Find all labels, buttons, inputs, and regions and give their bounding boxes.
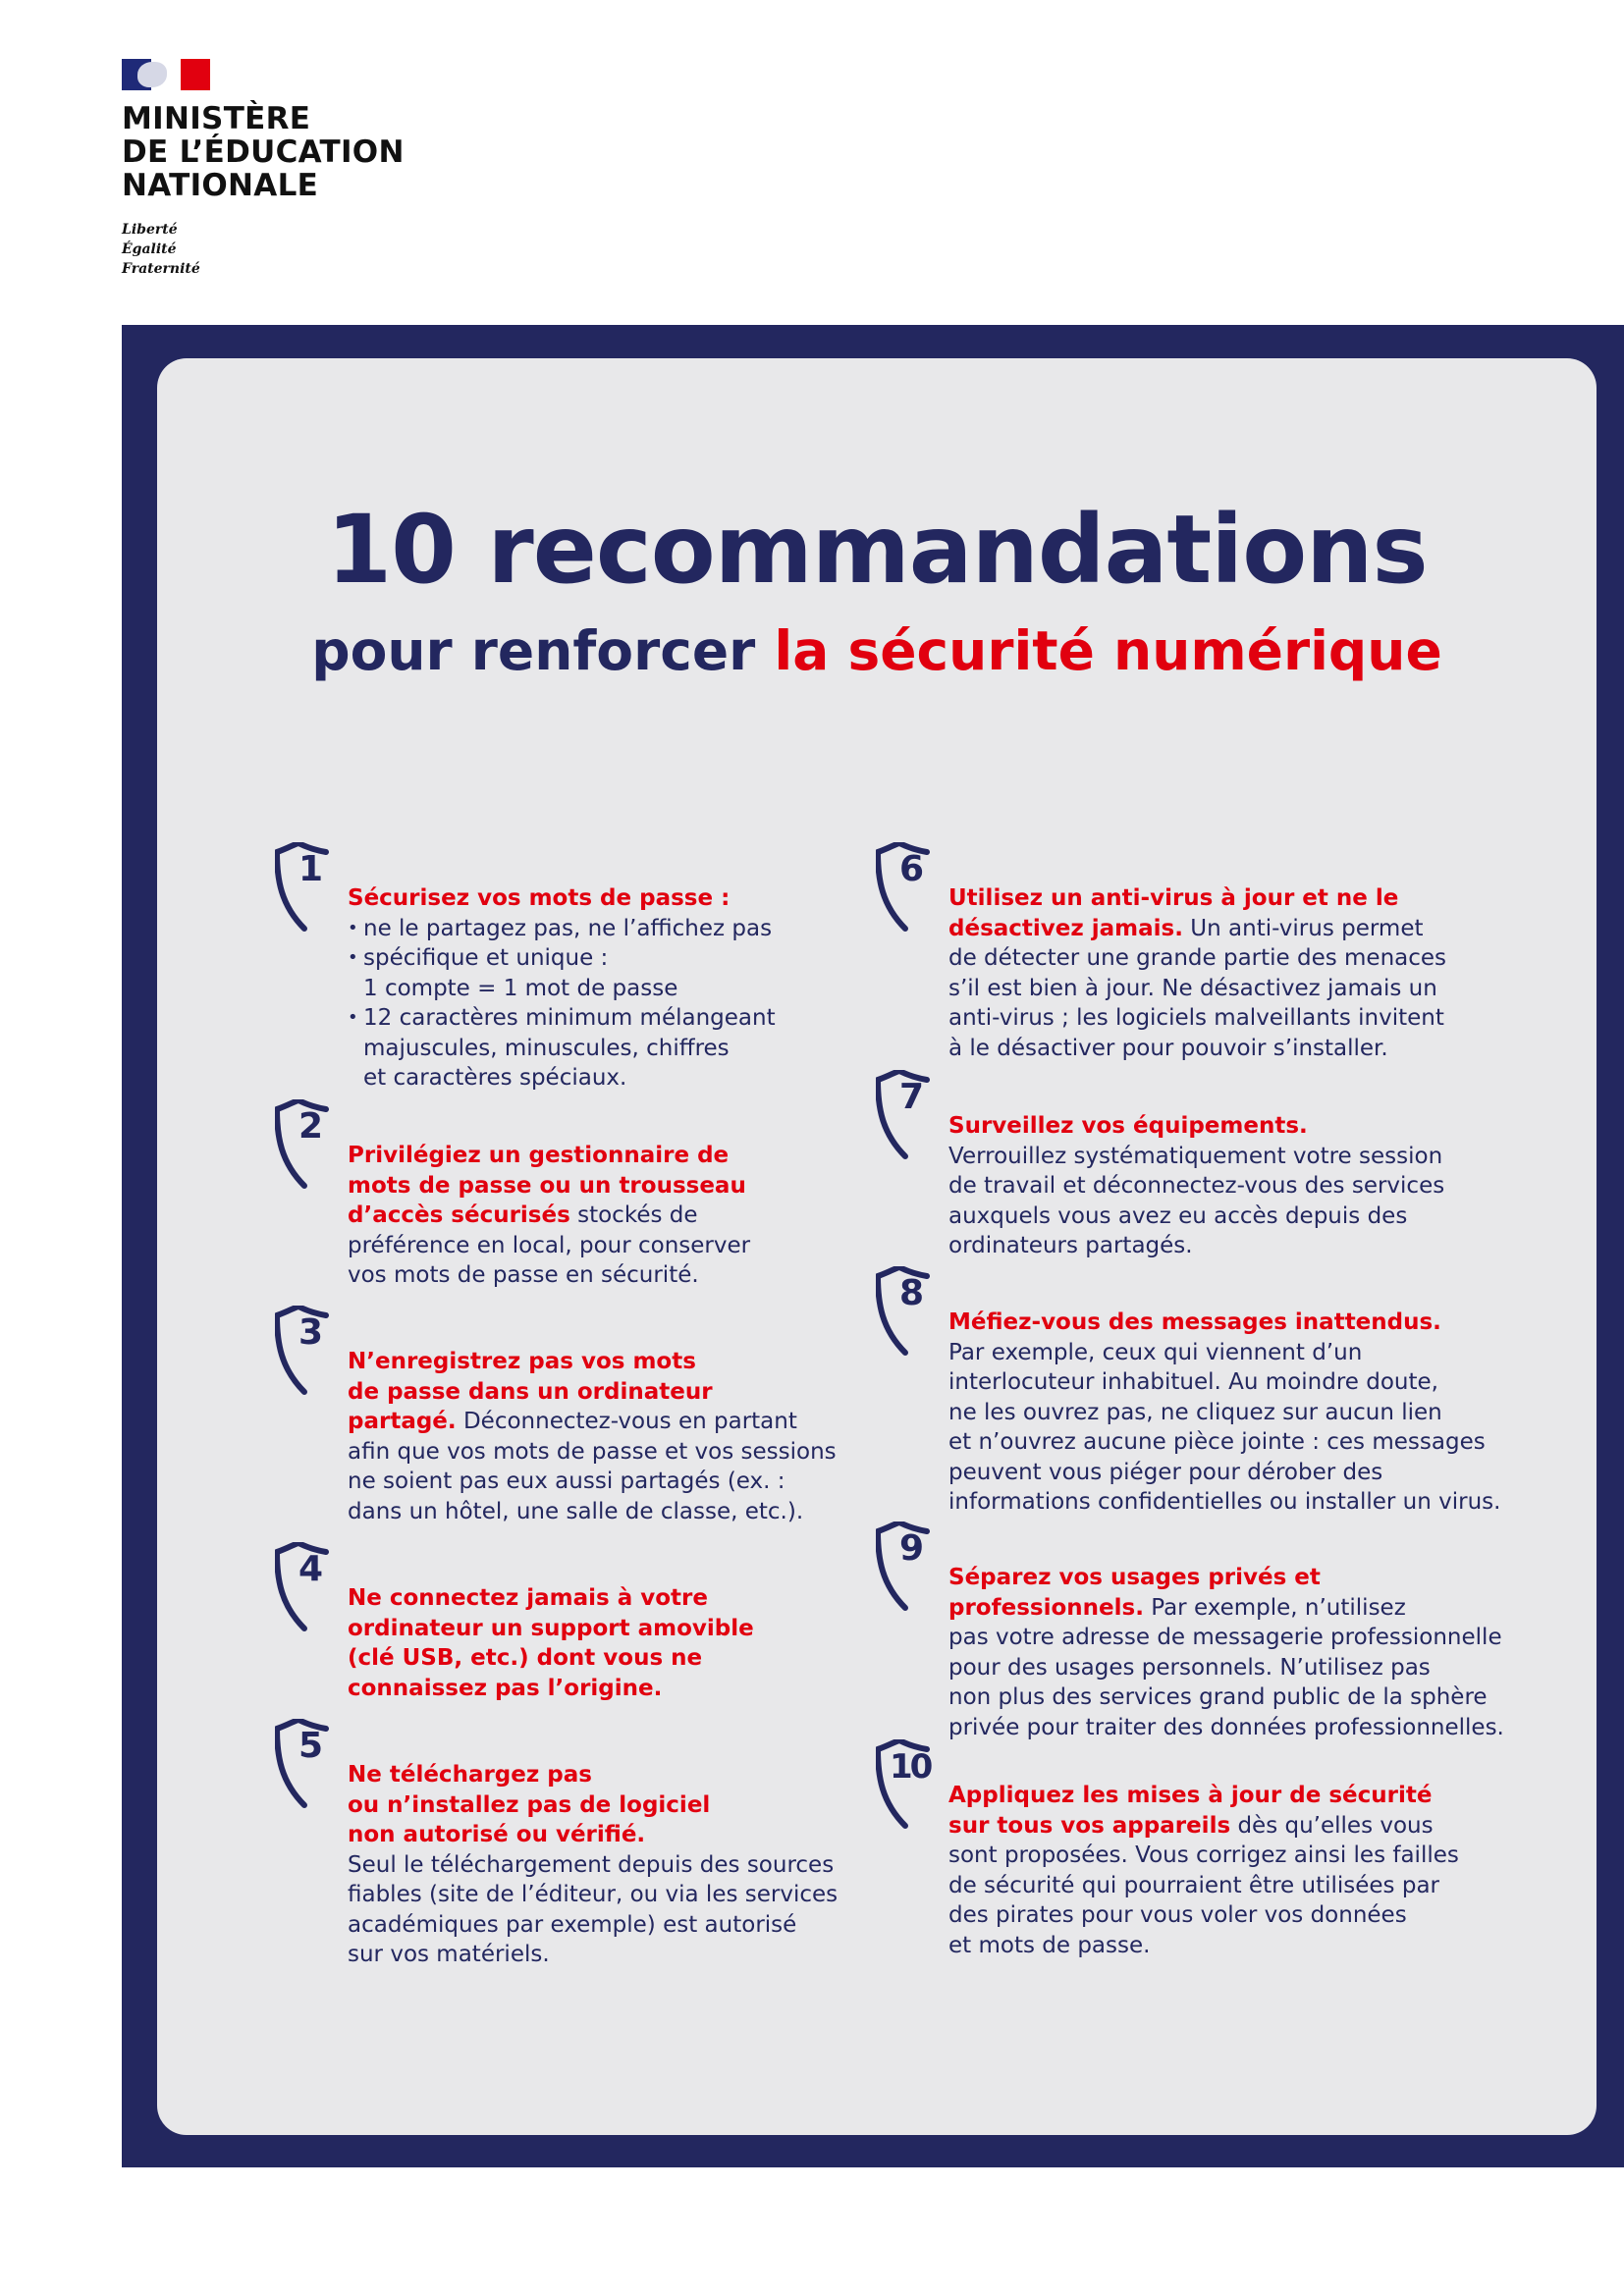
page-title: 10 recommandations <box>326 495 1428 605</box>
ministry-name <box>122 102 405 202</box>
recommendation-text <box>348 1760 858 1970</box>
ministry-line: DE L’ÉDUCATION <box>122 134 405 170</box>
motto-line: Égalité <box>122 241 177 257</box>
ministry-line: MINISTÈRE <box>122 101 311 136</box>
recommendation-item <box>899 1077 1459 1261</box>
recommendation-heading: N’enregistrez pas vos mots de passe dans un ordinateur partagé. <box>348 1349 713 1434</box>
recommendation-text <box>348 1141 858 1291</box>
recommendation-text <box>348 1347 858 1526</box>
recommendation-number: 10 <box>890 1747 931 1787</box>
recommendation-item <box>298 1726 858 1970</box>
recommendation-heading: Appliquez les mises à jour de sécurité sur tous vos appareils <box>948 1783 1433 1839</box>
recommendation-number: 7 <box>899 1077 925 1117</box>
recommendation-heading: Privilégiez un gestionnaire de mots de passe ou un trousseau d’accès sécurisés <box>348 1143 746 1228</box>
recommendation-item <box>298 849 858 1094</box>
recommendation-number: 8 <box>899 1273 925 1313</box>
recommendation-text <box>948 883 1459 1063</box>
recommendation-text <box>348 1583 858 1703</box>
subtitle-emphasis: la sécurité numérique <box>774 619 1442 682</box>
recommendation-heading: Ne téléchargez pas ou n’installez pas de logiciel non autorisé ou vérifié. <box>348 1762 711 1847</box>
recommendation-item <box>899 1528 1538 1742</box>
recommendation-text <box>948 1563 1538 1742</box>
recommendation-body: dès qu’elles vous sont proposées. Vous corrigez ainsi les failles de sécurité qui pourraient être utilisées par des pirates pour vous voler vos données et mots de passe. <box>948 1812 1459 1958</box>
recommendation-heading: Utilisez un anti-virus à jour et ne le désactivez jamais. <box>948 885 1399 941</box>
republic-motto <box>122 220 405 279</box>
motto-line: Fraternité <box>122 261 200 277</box>
marianne-flag-icon <box>122 59 210 90</box>
recommendation-body: stockés de préférence en local, pour conserver vos mots de passe en sécurité. <box>348 1202 751 1288</box>
recommendation-body: Déconnectez-vous en partant afin que vos mots de passe et vos sessions ne soient pas eux aussi partagés (ex. : dans un hôtel, une salle de classe, etc.). <box>348 1409 837 1524</box>
recommendation-item <box>899 849 1459 1063</box>
recommendation-item <box>298 1549 858 1703</box>
recommendation-text <box>348 883 858 914</box>
recommendation-heading: Sécurisez vos mots de passe : <box>348 885 731 911</box>
recommendation-heading: Méfiez-vous des messages inattendus. <box>948 1309 1441 1335</box>
recommendation-item <box>890 1747 1459 1960</box>
ministry-line: NATIONALE <box>122 168 319 203</box>
recommendation-number: 9 <box>899 1528 925 1569</box>
recommendation-text <box>948 1111 1459 1261</box>
recommendation-number: 5 <box>298 1726 324 1766</box>
bullet-list <box>348 914 858 1094</box>
recommendation-text <box>948 1308 1538 1518</box>
recommendation-body: Seul le téléchargement depuis des sources fiables (site de l’éditeur, ou via les services académiques par exemple) est autorisé sur vos matériels. <box>348 1851 839 1967</box>
recommendation-item <box>298 1312 858 1526</box>
recommendation-heading: Surveillez vos équipements. <box>948 1113 1308 1139</box>
recommendation-number: 1 <box>298 849 324 889</box>
recommendation-number: 3 <box>298 1312 324 1353</box>
bullet-item: • ne le partagez pas, ne l’affichez pas <box>348 914 858 944</box>
bullet-item: • 12 caractères minimum mélangeant majuscules, minuscules, chiffres et caractères spéciaux. <box>348 1003 858 1094</box>
recommendation-body: Par exemple, ceux qui viennent d’un interlocuteur inhabituel. Au moindre doute, ne les ouvrez pas, ne cliquez sur aucun lien et n’ouvrez aucune pièce jointe : ces messages peuvent vous piéger pour dérober des informations confidentielles ou installer un virus. <box>948 1339 1501 1515</box>
ministry-logo <box>122 59 405 279</box>
recommendation-heading: Séparez vos usages privés et professionnels. <box>948 1565 1321 1621</box>
recommendation-body: Un anti-virus permet de détecter une grande partie des menaces s’il est bien à jour. Ne désactivez jamais un anti-virus ; les logiciels malveillants invitent à le désactiver pour pouvoir s’installer. <box>948 915 1447 1061</box>
recommendation-number: 4 <box>298 1549 324 1589</box>
recommendation-body: Verrouillez systématiquement votre session de travail et déconnectez-vous des services auxquels vous avez eu accès depuis des ordinateurs partagés. <box>948 1143 1445 1258</box>
recommendation-item <box>298 1106 858 1291</box>
recommendation-item <box>899 1273 1538 1518</box>
subtitle-plain: pour renforcer <box>311 619 775 682</box>
recommendation-text <box>948 1781 1459 1960</box>
recommendation-number: 2 <box>298 1106 324 1147</box>
motto-line: Liberté <box>122 222 178 238</box>
bullet-item: • spécifique et unique : 1 compte = 1 mot de passe <box>348 943 858 1003</box>
page-subtitle <box>157 616 1597 685</box>
recommendation-heading: Ne connectez jamais à votre ordinateur un support amovible (clé USB, etc.) dont vous ne connaissez pas l’origine. <box>348 1585 754 1701</box>
recommendation-body: Par exemple, n’utilisez pas votre adresse de messagerie professionnelle pour des usages personnels. N’utilisez pas non plus des services grand public de la sphère privée pour traiter des données professionnelles. <box>948 1594 1504 1740</box>
recommendation-number: 6 <box>899 849 925 889</box>
